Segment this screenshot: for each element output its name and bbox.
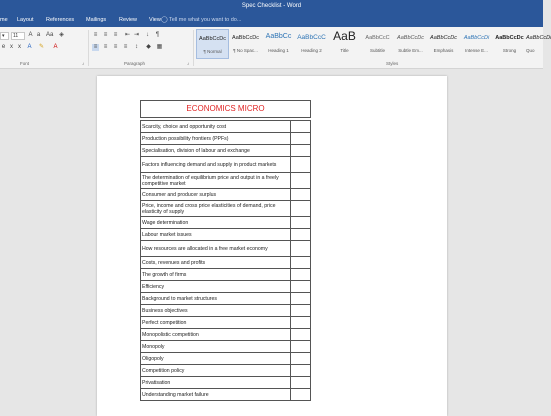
checkbox-cell[interactable] (291, 189, 311, 201)
style-name: Subtle Em... (398, 48, 423, 53)
checkbox-cell[interactable] (291, 217, 311, 229)
lightbulb-icon: ◯ (161, 17, 168, 23)
checkbox-cell[interactable] (291, 281, 311, 293)
table-row (141, 145, 311, 157)
topic-cell: Scarcity, choice and opportunity cost (141, 121, 291, 133)
clear-formatting-icon[interactable]: ◈ (59, 32, 64, 38)
checkbox-cell[interactable] (291, 257, 311, 269)
line-spacing-icon[interactable]: ↕ (135, 44, 138, 50)
style-name: Subtitle (369, 48, 385, 53)
style-sample: AaBbCcDc (232, 35, 259, 41)
style-subtitle[interactable] (361, 29, 394, 59)
topics-table (140, 120, 311, 401)
table-row (141, 189, 311, 201)
checkbox-cell[interactable] (291, 389, 311, 401)
topic-cell: Understanding market failure (141, 389, 291, 401)
style-sample: AaBbCcDc (430, 35, 457, 41)
checkbox-cell[interactable] (291, 201, 311, 217)
style-intense-emphasis[interactable] (460, 29, 493, 59)
font-group-label: Font (20, 61, 30, 66)
style-strong[interactable] (493, 29, 526, 59)
style-sample: AaB (333, 29, 356, 43)
styles-gallery (196, 29, 551, 59)
topic-cell: The growth of firms (141, 269, 291, 281)
checkbox-cell[interactable] (291, 365, 311, 377)
style-name: Intense E... (465, 48, 488, 53)
topic-cell: Competition policy (141, 365, 291, 377)
style-name: Emphasis (433, 48, 454, 53)
style-sample: AaBbCcDc (495, 35, 524, 41)
justify-icon[interactable]: ≡ (123, 44, 128, 50)
document-title: ECONOMICS MICRO (140, 100, 311, 118)
tab-mailings[interactable]: Mailings (86, 17, 107, 23)
checkbox-cell[interactable] (291, 145, 311, 157)
font-color-icon[interactable]: A (53, 44, 58, 50)
sort-icon[interactable]: ↓ (146, 32, 149, 38)
topic-cell: Price, income and cross price elasticities of demand, price elasticity of supply (141, 201, 291, 217)
checkbox-cell[interactable] (291, 377, 311, 389)
topic-cell: Factors influencing demand and supply in product markets (141, 157, 291, 173)
strikethrough-icon[interactable]: e (1, 44, 6, 50)
checkbox-cell[interactable] (291, 241, 311, 257)
checkbox-cell[interactable] (291, 173, 311, 189)
ribbon-tabs (0, 14, 543, 27)
style-sample: AaBbCcDi (463, 35, 490, 41)
document-page[interactable] (97, 76, 447, 416)
style-name: Title (340, 48, 349, 53)
topic-cell: The determination of equilibrium price and output in a freely competitive market (141, 173, 291, 189)
table-row (141, 217, 311, 229)
topic-cell: How resources are allocated in a free market economy (141, 241, 291, 257)
window-title: Spec Checklist - Word (241, 3, 302, 9)
text-effects-icon[interactable]: A (27, 44, 32, 50)
paragraph-group-label: Paragraph (124, 61, 146, 66)
topic-cell: Wage determination (141, 217, 291, 229)
topic-cell: Background to market structures (141, 293, 291, 305)
checkbox-cell[interactable] (291, 133, 311, 145)
table-row (141, 201, 311, 217)
style-sample: AaBbCcC (297, 34, 326, 41)
table-row (141, 293, 311, 305)
topic-cell: Costs, revenues and profits (141, 257, 291, 269)
show-marks-icon[interactable]: ¶ (155, 32, 160, 38)
multilevel-list-icon[interactable]: ≡ (113, 32, 118, 38)
group-separator (88, 30, 89, 66)
table-row (141, 257, 311, 269)
subscript-icon[interactable]: x (10, 44, 13, 50)
tab-view[interactable]: View (149, 17, 161, 23)
table-row (141, 269, 311, 281)
style-emphasis[interactable] (427, 29, 460, 59)
table-row (141, 133, 311, 145)
tell-me-search[interactable]: Tell me what you want to do... (169, 17, 242, 23)
style-heading-1[interactable] (262, 29, 295, 59)
tab-references[interactable]: References (46, 17, 75, 23)
topic-cell: Monopolistic competition (141, 329, 291, 341)
grow-font-icon[interactable]: A (28, 32, 33, 38)
style-subtle-emphasis[interactable] (394, 29, 427, 59)
checkbox-cell[interactable] (291, 305, 311, 317)
style-name: Heading 2 (301, 48, 322, 53)
checkbox-cell[interactable] (291, 293, 311, 305)
table-row (141, 353, 311, 365)
title-bar (0, 0, 543, 14)
table-row (141, 389, 311, 401)
style-no-spacing[interactable] (229, 29, 262, 59)
topic-cell: Labour market issues (141, 229, 291, 241)
tab-layout[interactable]: Layout (17, 17, 34, 23)
style-normal[interactable] (196, 29, 229, 59)
styles-group-label: Styles (386, 61, 399, 66)
topic-cell: Efficiency (141, 281, 291, 293)
table-row (141, 377, 311, 389)
decrease-indent-icon[interactable]: ⇤ (124, 32, 131, 38)
topic-cell: Perfect competition (141, 317, 291, 329)
align-right-icon[interactable]: ≡ (113, 44, 118, 50)
table-row (141, 305, 311, 317)
checkbox-cell[interactable] (291, 317, 311, 329)
topic-cell: Monopoly (141, 341, 291, 353)
checkbox-cell[interactable] (291, 341, 311, 353)
style-quote[interactable] (526, 29, 551, 59)
checkbox-cell[interactable] (291, 229, 311, 241)
topic-cell: Business objectives (141, 305, 291, 317)
style-sample: AaBbCcDc (199, 36, 226, 42)
bullets-icon[interactable]: ≡ (93, 32, 98, 38)
table-row (141, 317, 311, 329)
table-row (141, 173, 311, 189)
checkbox-cell[interactable] (291, 121, 311, 133)
font-name-dropdown[interactable]: ▾ (0, 32, 9, 40)
style-sample: AaBbCcDc (397, 35, 424, 41)
shrink-font-icon[interactable]: a (36, 32, 41, 38)
checkbox-cell[interactable] (291, 157, 311, 173)
font-size-dropdown[interactable]: 11 (11, 32, 25, 40)
table-row (141, 229, 311, 241)
table-row (141, 365, 311, 377)
checkbox-cell[interactable] (291, 329, 311, 341)
highlight-icon[interactable]: ✎ (38, 44, 45, 50)
table-row (141, 241, 311, 257)
style-name: ¶ No Spac... (233, 48, 258, 53)
topic-cell: Consumer and producer surplus (141, 189, 291, 201)
change-case-icon[interactable]: Aa (46, 32, 54, 38)
topic-cell: Production possibility frontiers (PPFs) (141, 133, 291, 145)
tab-home[interactable]: me (0, 17, 8, 23)
style-heading-2[interactable] (295, 29, 328, 59)
style-name: Strong (502, 48, 517, 53)
font-dialog-launcher-icon[interactable]: ⌟ (82, 60, 85, 66)
numbering-icon[interactable]: ≡ (103, 32, 108, 38)
style-sample: AaBbCcC (365, 35, 390, 41)
checkbox-cell[interactable] (291, 269, 311, 281)
style-sample: AaBbCc (265, 33, 292, 40)
topic-cell: Specialisation, division of labour and exchange (141, 145, 291, 157)
checkbox-cell[interactable] (291, 353, 311, 365)
table-row (141, 281, 311, 293)
paragraph-dialog-launcher-icon[interactable]: ⌟ (187, 60, 190, 66)
document-area[interactable] (0, 69, 543, 408)
increase-indent-icon[interactable]: ⇥ (133, 32, 140, 38)
style-sample: AaBbCcDi (526, 35, 551, 41)
tab-review[interactable]: Review (119, 17, 138, 23)
group-separator (193, 30, 194, 66)
ribbon (0, 27, 551, 69)
topic-cell: Privatisation (141, 377, 291, 389)
table-row (141, 157, 311, 173)
style-name: ¶ Normal (203, 49, 222, 54)
shading-icon[interactable]: ◆ (146, 44, 151, 50)
style-name: Heading 1 (268, 48, 289, 53)
align-center-icon[interactable]: ≡ (103, 44, 108, 50)
table-row (141, 329, 311, 341)
borders-icon[interactable]: ▦ (156, 44, 163, 50)
style-name: Quo (526, 48, 535, 53)
align-left-icon[interactable]: ≡ (93, 44, 98, 50)
table-row (141, 121, 311, 133)
superscript-icon[interactable]: x (18, 44, 21, 50)
table-row (141, 341, 311, 353)
topic-cell: Oligopoly (141, 353, 291, 365)
style-title[interactable] (328, 29, 361, 59)
